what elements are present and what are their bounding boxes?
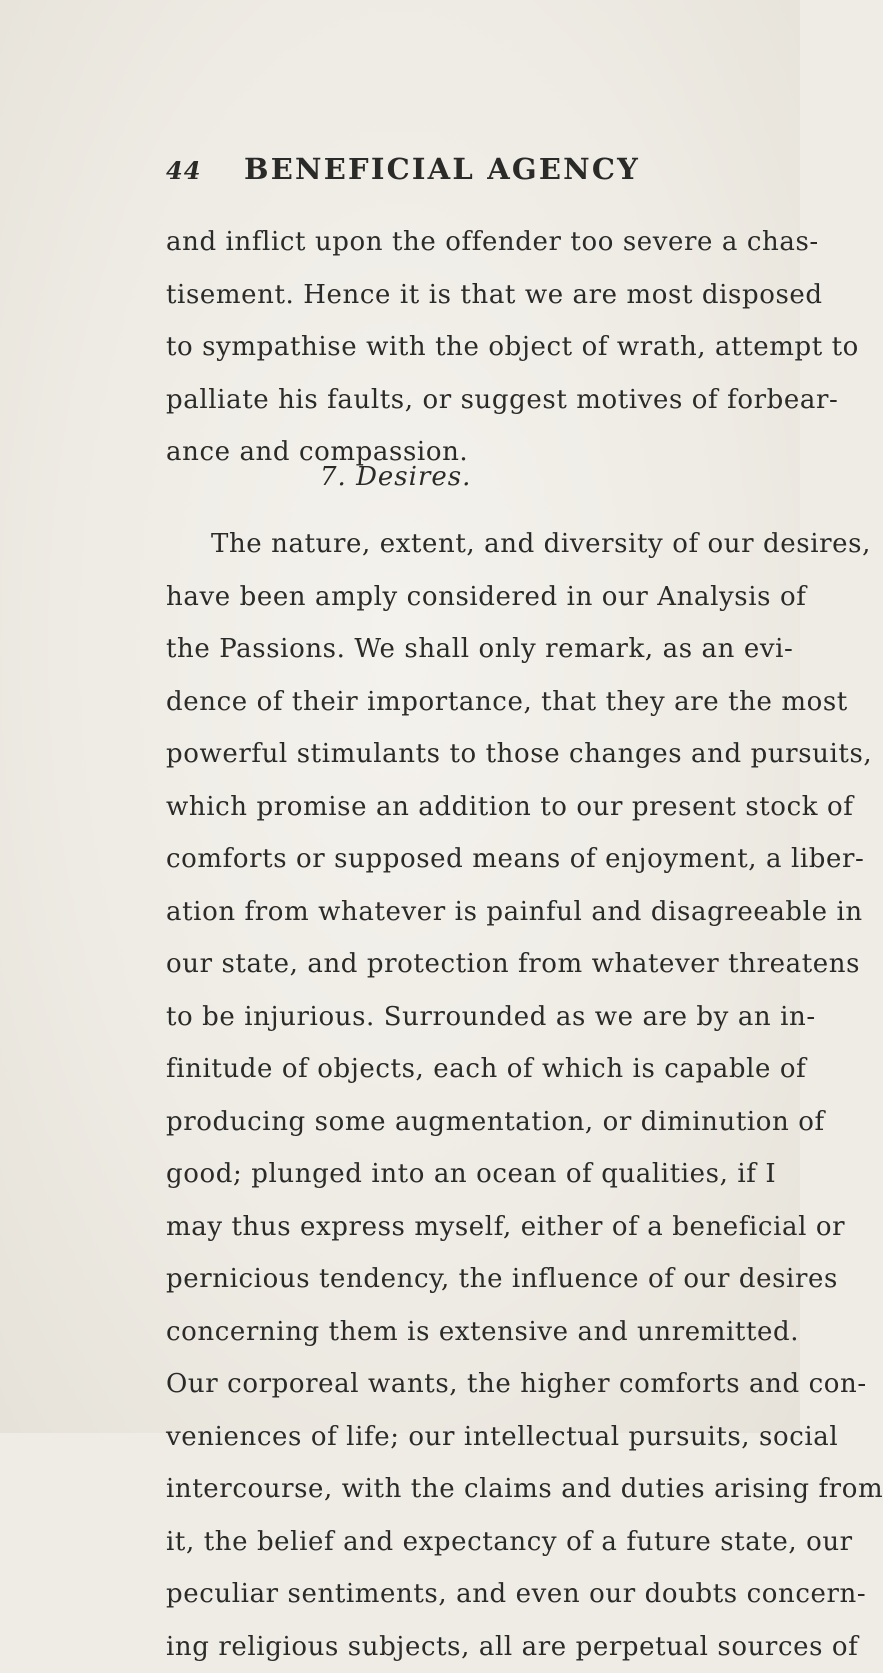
text-line: comforts or supposed means of enjoyment, a liber- — [166, 833, 760, 886]
running-title: BENEFICIAL AGENCY — [244, 152, 640, 186]
text-line: palliate his faults, or suggest motives of forbear- — [166, 374, 760, 427]
text-line: to sympathise with the object of wrath, attempt to — [166, 321, 760, 374]
text-line: The nature, extent, and diversity of our desires, — [166, 518, 760, 571]
text-line: to be injurious. Surrounded as we are by an in- — [166, 991, 760, 1044]
text-line: concerning them is extensive and unremitted. — [166, 1306, 760, 1359]
text-line: tisement. Hence it is that we are most disposed — [166, 269, 760, 322]
text-line: and inflict upon the offender too severe a chas- — [166, 216, 760, 269]
page-header — [0, 152, 800, 192]
text-line: have been amply considered in our Analysis of — [166, 571, 760, 624]
text-line: which promise an addition to our present stock of — [166, 781, 760, 834]
text-line: powerful stimulants to those changes and pursuits, — [166, 728, 760, 781]
text-line: ation from whatever is painful and disagreeable in — [166, 886, 760, 939]
text-line: intercourse, with the claims and duties arising from — [166, 1463, 760, 1516]
text-line: finitude of objects, each of which is capable of — [166, 1043, 760, 1096]
text-line: the Passions. We shall only remark, as an evi- — [166, 623, 760, 676]
page-number: 44 — [166, 156, 201, 185]
paragraph-2 — [166, 518, 760, 1673]
text-line: it, the belief and expectancy of a future state, our — [166, 1516, 760, 1569]
text-line: peculiar sentiments, and even our doubts concern- — [166, 1568, 760, 1621]
text-line: our state, and protection from whatever threatens — [166, 938, 760, 991]
text-line: pernicious tendency, the influence of our desires — [166, 1253, 760, 1306]
text-line: may thus express myself, either of a beneficial or — [166, 1201, 760, 1254]
text-line: Our corporeal wants, the higher comforts and con- — [166, 1358, 760, 1411]
paragraph-1 — [166, 216, 760, 479]
text-line: good; plunged into an ocean of qualities, if I — [166, 1148, 760, 1201]
text-line: producing some augmentation, or diminution of — [166, 1096, 760, 1149]
section-heading: 7. Desires. — [320, 462, 471, 492]
text-line: ance and compassion. — [166, 426, 760, 479]
text-line: veniences of life; our intellectual pursuits, social — [166, 1411, 760, 1464]
text-line: ing religious subjects, all are perpetual sources of — [166, 1621, 760, 1673]
text-line: dence of their importance, that they are the most — [166, 676, 760, 729]
